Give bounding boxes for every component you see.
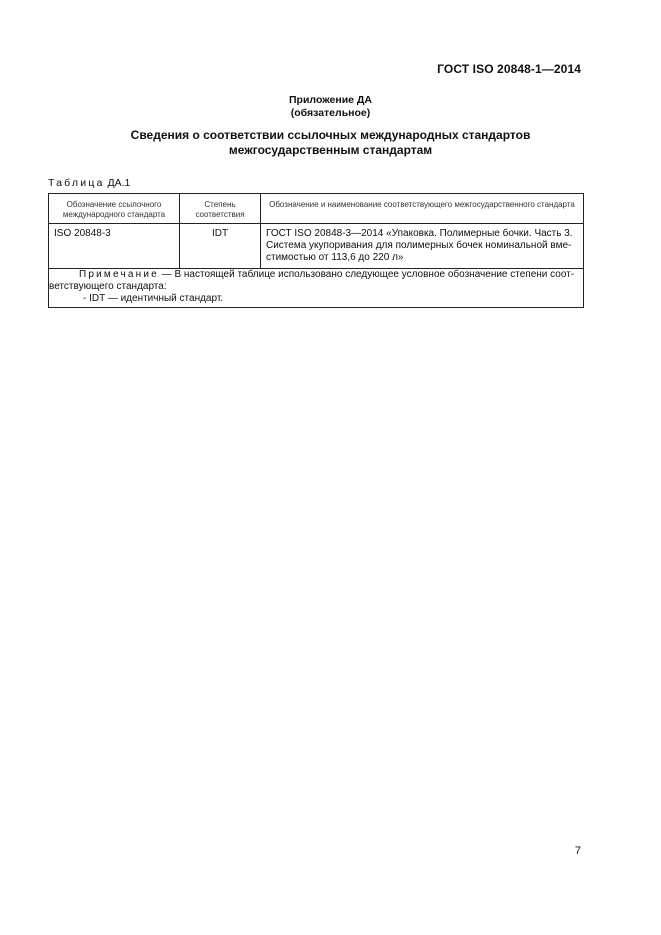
table-note	[49, 269, 584, 308]
column-header-degree: Степень соответствия	[180, 194, 261, 224]
column-header-reference: Обозначение ссылочного международного стандарта	[49, 194, 180, 224]
note-line-1	[49, 269, 583, 281]
note-line-2: ветствующего стандарта:	[49, 281, 167, 292]
annex-label: Приложение ДА	[289, 94, 372, 106]
page-number: 7	[574, 845, 581, 857]
cell-reference: ISO 20848-3	[49, 224, 180, 269]
note-line-3: - IDT — идентичный стандарт.	[83, 293, 224, 304]
table-caption-prefix: Таблица	[48, 177, 105, 189]
table-row	[49, 224, 584, 269]
standard-code: ГОСТ ISO 20848-1—2014	[437, 62, 581, 76]
annex-title-line1: Сведения о соответствии ссылочных международных стандартов	[130, 128, 531, 142]
correspondence-table	[48, 193, 584, 308]
table-header-row	[49, 194, 584, 224]
table-caption-number: ДА.1	[107, 177, 131, 189]
table-note-row	[49, 269, 584, 308]
annex-heading	[0, 94, 661, 120]
cell-degree: IDT	[180, 224, 261, 269]
column-header-interstate: Обозначение и наименование соответствующего межгосударственного стандарта	[261, 194, 584, 224]
note-text-1: — В настоящей таблице использовано следующее условное обозначение степени соот-	[158, 269, 575, 280]
annex-title	[0, 128, 661, 158]
note-label: Примечание	[79, 269, 159, 280]
annex-title-line2: межгосударственным стандартам	[228, 143, 433, 157]
table-caption	[48, 177, 130, 189]
cell-interstate-standard: ГОСТ ISO 20848-3—2014 «Упаковка. Полимерные бочки. Часть 3. Система укупоривания для полимерных бочек номинальной вме-стимостью от 113,6 до 220 л»	[261, 224, 584, 269]
annex-status: (обязательное)	[290, 107, 371, 119]
